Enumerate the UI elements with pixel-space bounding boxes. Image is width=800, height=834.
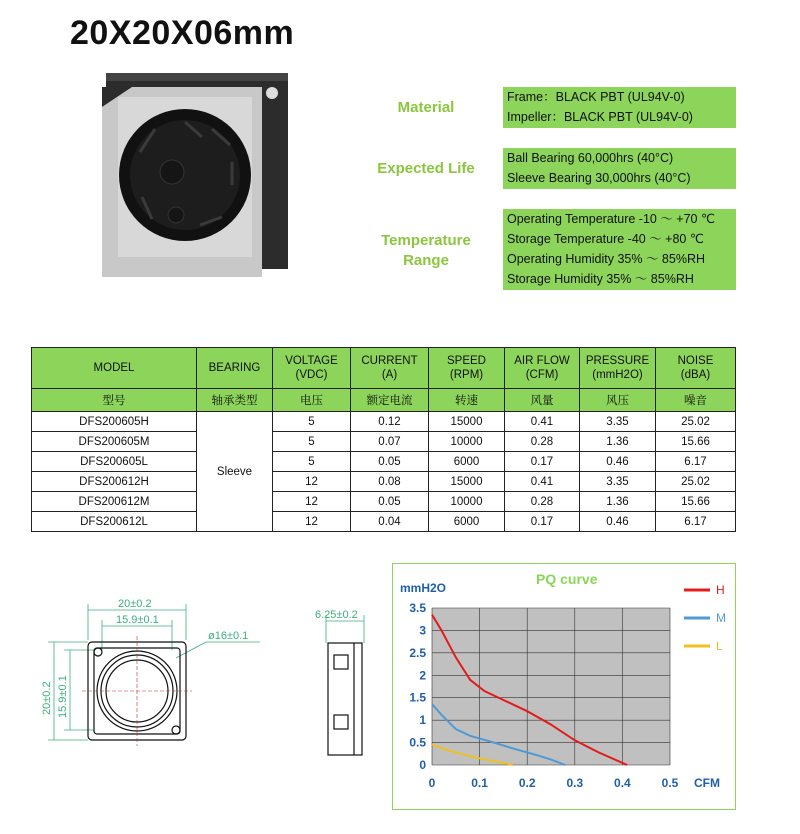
front-dimension-drawing: [38, 590, 278, 765]
y-tick-label: 1.5: [409, 690, 426, 705]
table-row: [32, 512, 736, 532]
spec-label-line: Temperature: [381, 232, 471, 249]
cell-pressure: 0.46: [580, 512, 656, 532]
header-current: CURRENT (A): [351, 348, 429, 389]
cell-pressure: 3.35: [580, 412, 656, 432]
header-model: MODEL: [32, 348, 197, 389]
y-axis-label: mmH2O: [400, 581, 447, 595]
cell-noise: 6.17: [656, 512, 736, 532]
spec-value: Sleeve Bearing 30,000hrs (40°C): [507, 171, 691, 185]
side-dimension-drawing: [310, 603, 385, 763]
cell-airflow: 0.17: [505, 512, 580, 532]
legend-label: L: [716, 639, 723, 653]
cell-pressure: 1.36: [580, 492, 656, 512]
table-row: [32, 492, 736, 512]
spec-box-temperature: [503, 209, 736, 290]
plot-area: [432, 608, 670, 765]
cell-current: 0.05: [351, 492, 429, 512]
table-row: [32, 432, 736, 452]
spec-label-temperature: [361, 231, 491, 271]
header-noise: NOISE (dBA): [656, 348, 736, 389]
spec-value: Ball Bearing 60,000hrs (40°C): [507, 151, 674, 165]
header-pressure: PRESSURE (mmH2O): [580, 348, 656, 389]
y-tick-label: 0.5: [409, 735, 426, 750]
cell-speed: 10000: [429, 432, 505, 452]
cell-voltage: 12: [273, 512, 351, 532]
chart-title: PQ curve: [536, 571, 598, 587]
x-tick-label: 0: [428, 776, 436, 790]
cell-model: DFS200612M: [32, 492, 197, 512]
legend-label: M: [716, 611, 726, 625]
cell-voltage: 12: [273, 492, 351, 512]
spec-table: [31, 347, 736, 532]
dim-thickness: 6.25±0.2: [315, 609, 358, 621]
header-cn: 风量: [505, 389, 580, 412]
header-voltage: VOLTAGE (VDC): [273, 348, 351, 389]
page-title: 20X20X06mm: [70, 14, 295, 52]
spec-box-material: [503, 87, 736, 128]
cell-voltage: 5: [273, 452, 351, 472]
cell-pressure: 1.36: [580, 432, 656, 452]
cell-noise: 25.02: [656, 472, 736, 492]
x-tick-label: 0.4: [614, 776, 631, 790]
x-tick-label: 0.3: [566, 776, 584, 790]
spec-label-line: Range: [403, 252, 449, 269]
cell-model: DFS200612H: [32, 472, 197, 492]
cell-speed: 10000: [429, 492, 505, 512]
y-tick-label: 1: [419, 713, 426, 728]
spec-value: Operating Temperature -10 ～ +70 ℃: [507, 212, 716, 226]
spec-label-expected-life: Expected Life: [377, 160, 475, 177]
table-header-cn-row: [32, 389, 736, 412]
cell-speed: 6000: [429, 452, 505, 472]
header-speed: SPEED (RPM): [429, 348, 505, 389]
spec-value: Frame：BLACK PBT (UL94V-0): [507, 90, 685, 104]
header-bearing: BEARING: [197, 348, 273, 389]
cell-model: DFS200605H: [32, 412, 197, 432]
header-cn: 噪音: [656, 389, 736, 412]
spec-value: Impeller：BLACK PBT (UL94V-0): [507, 110, 693, 124]
spec-value: Storage Humidity 35% ～ 85%RH: [507, 272, 694, 286]
cell-model: DFS200605M: [32, 432, 197, 452]
y-tick-label: 2: [419, 668, 426, 683]
fan-photo: [92, 67, 292, 282]
header-cn: 转速: [429, 389, 505, 412]
cell-speed: 6000: [429, 512, 505, 532]
table-row: [32, 472, 736, 492]
header-cn: 轴承类型: [197, 389, 273, 412]
y-tick-label: 3: [419, 623, 426, 638]
y-tick-label: 2.5: [409, 645, 426, 660]
table-header-row: [32, 348, 736, 389]
x-tick-label: 0.2: [518, 776, 536, 790]
x-axis-label: CFM: [694, 776, 720, 790]
y-tick-label: 3.5: [409, 601, 426, 615]
cell-voltage: 5: [273, 432, 351, 452]
cell-airflow: 0.28: [505, 492, 580, 512]
cell-voltage: 5: [273, 412, 351, 432]
cell-airflow: 0.28: [505, 432, 580, 452]
dim-height-outer: 20±0.2: [41, 681, 53, 715]
header-cn: 风压: [580, 389, 656, 412]
table-row: [32, 412, 736, 432]
cell-speed: 15000: [429, 472, 505, 492]
cell-model: DFS200605L: [32, 452, 197, 472]
cell-current: 0.05: [351, 452, 429, 472]
dim-width-inner: 15.9±0.1: [116, 614, 159, 626]
cell-airflow: 0.17: [505, 452, 580, 472]
dim-width-outer: 20±0.2: [118, 598, 152, 610]
cell-noise: 25.02: [656, 412, 736, 432]
cell-current: 0.04: [351, 512, 429, 532]
cell-airflow: 0.41: [505, 412, 580, 432]
y-tick-label: 0: [419, 758, 426, 772]
header-cn: 电压: [273, 389, 351, 412]
cell-noise: 15.66: [656, 492, 736, 512]
cell-current: 0.08: [351, 472, 429, 492]
cell-noise: 6.17: [656, 452, 736, 472]
cell-pressure: 3.35: [580, 472, 656, 492]
cell-noise: 15.66: [656, 432, 736, 452]
x-tick-label: 0.5: [661, 776, 679, 790]
header-airflow: AIR FLOW (CFM): [505, 348, 580, 389]
pq-curve-chart: [392, 563, 736, 810]
header-cn: 额定电流: [351, 389, 429, 412]
legend-label: H: [716, 583, 725, 597]
dim-height-inner: 15.9±0.1: [57, 675, 69, 718]
cell-model: DFS200612L: [32, 512, 197, 532]
x-tick-label: 0.1: [471, 776, 488, 790]
cell-bearing: Sleeve: [197, 412, 273, 532]
cell-voltage: 12: [273, 472, 351, 492]
cell-current: 0.07: [351, 432, 429, 452]
cell-airflow: 0.41: [505, 472, 580, 492]
cell-speed: 15000: [429, 412, 505, 432]
spec-value: Storage Temperature -40 ～ +80 ℃: [507, 232, 704, 246]
spec-box-expected-life: [503, 148, 736, 189]
table-row: [32, 452, 736, 472]
spec-value: Operating Humidity 35% ～ 85%RH: [507, 252, 705, 266]
dim-diameter: ø16±0.1: [208, 630, 249, 642]
header-cn: 型号: [32, 389, 197, 412]
cell-pressure: 0.46: [580, 452, 656, 472]
spec-label-material: Material: [397, 99, 455, 116]
cell-current: 0.12: [351, 412, 429, 432]
